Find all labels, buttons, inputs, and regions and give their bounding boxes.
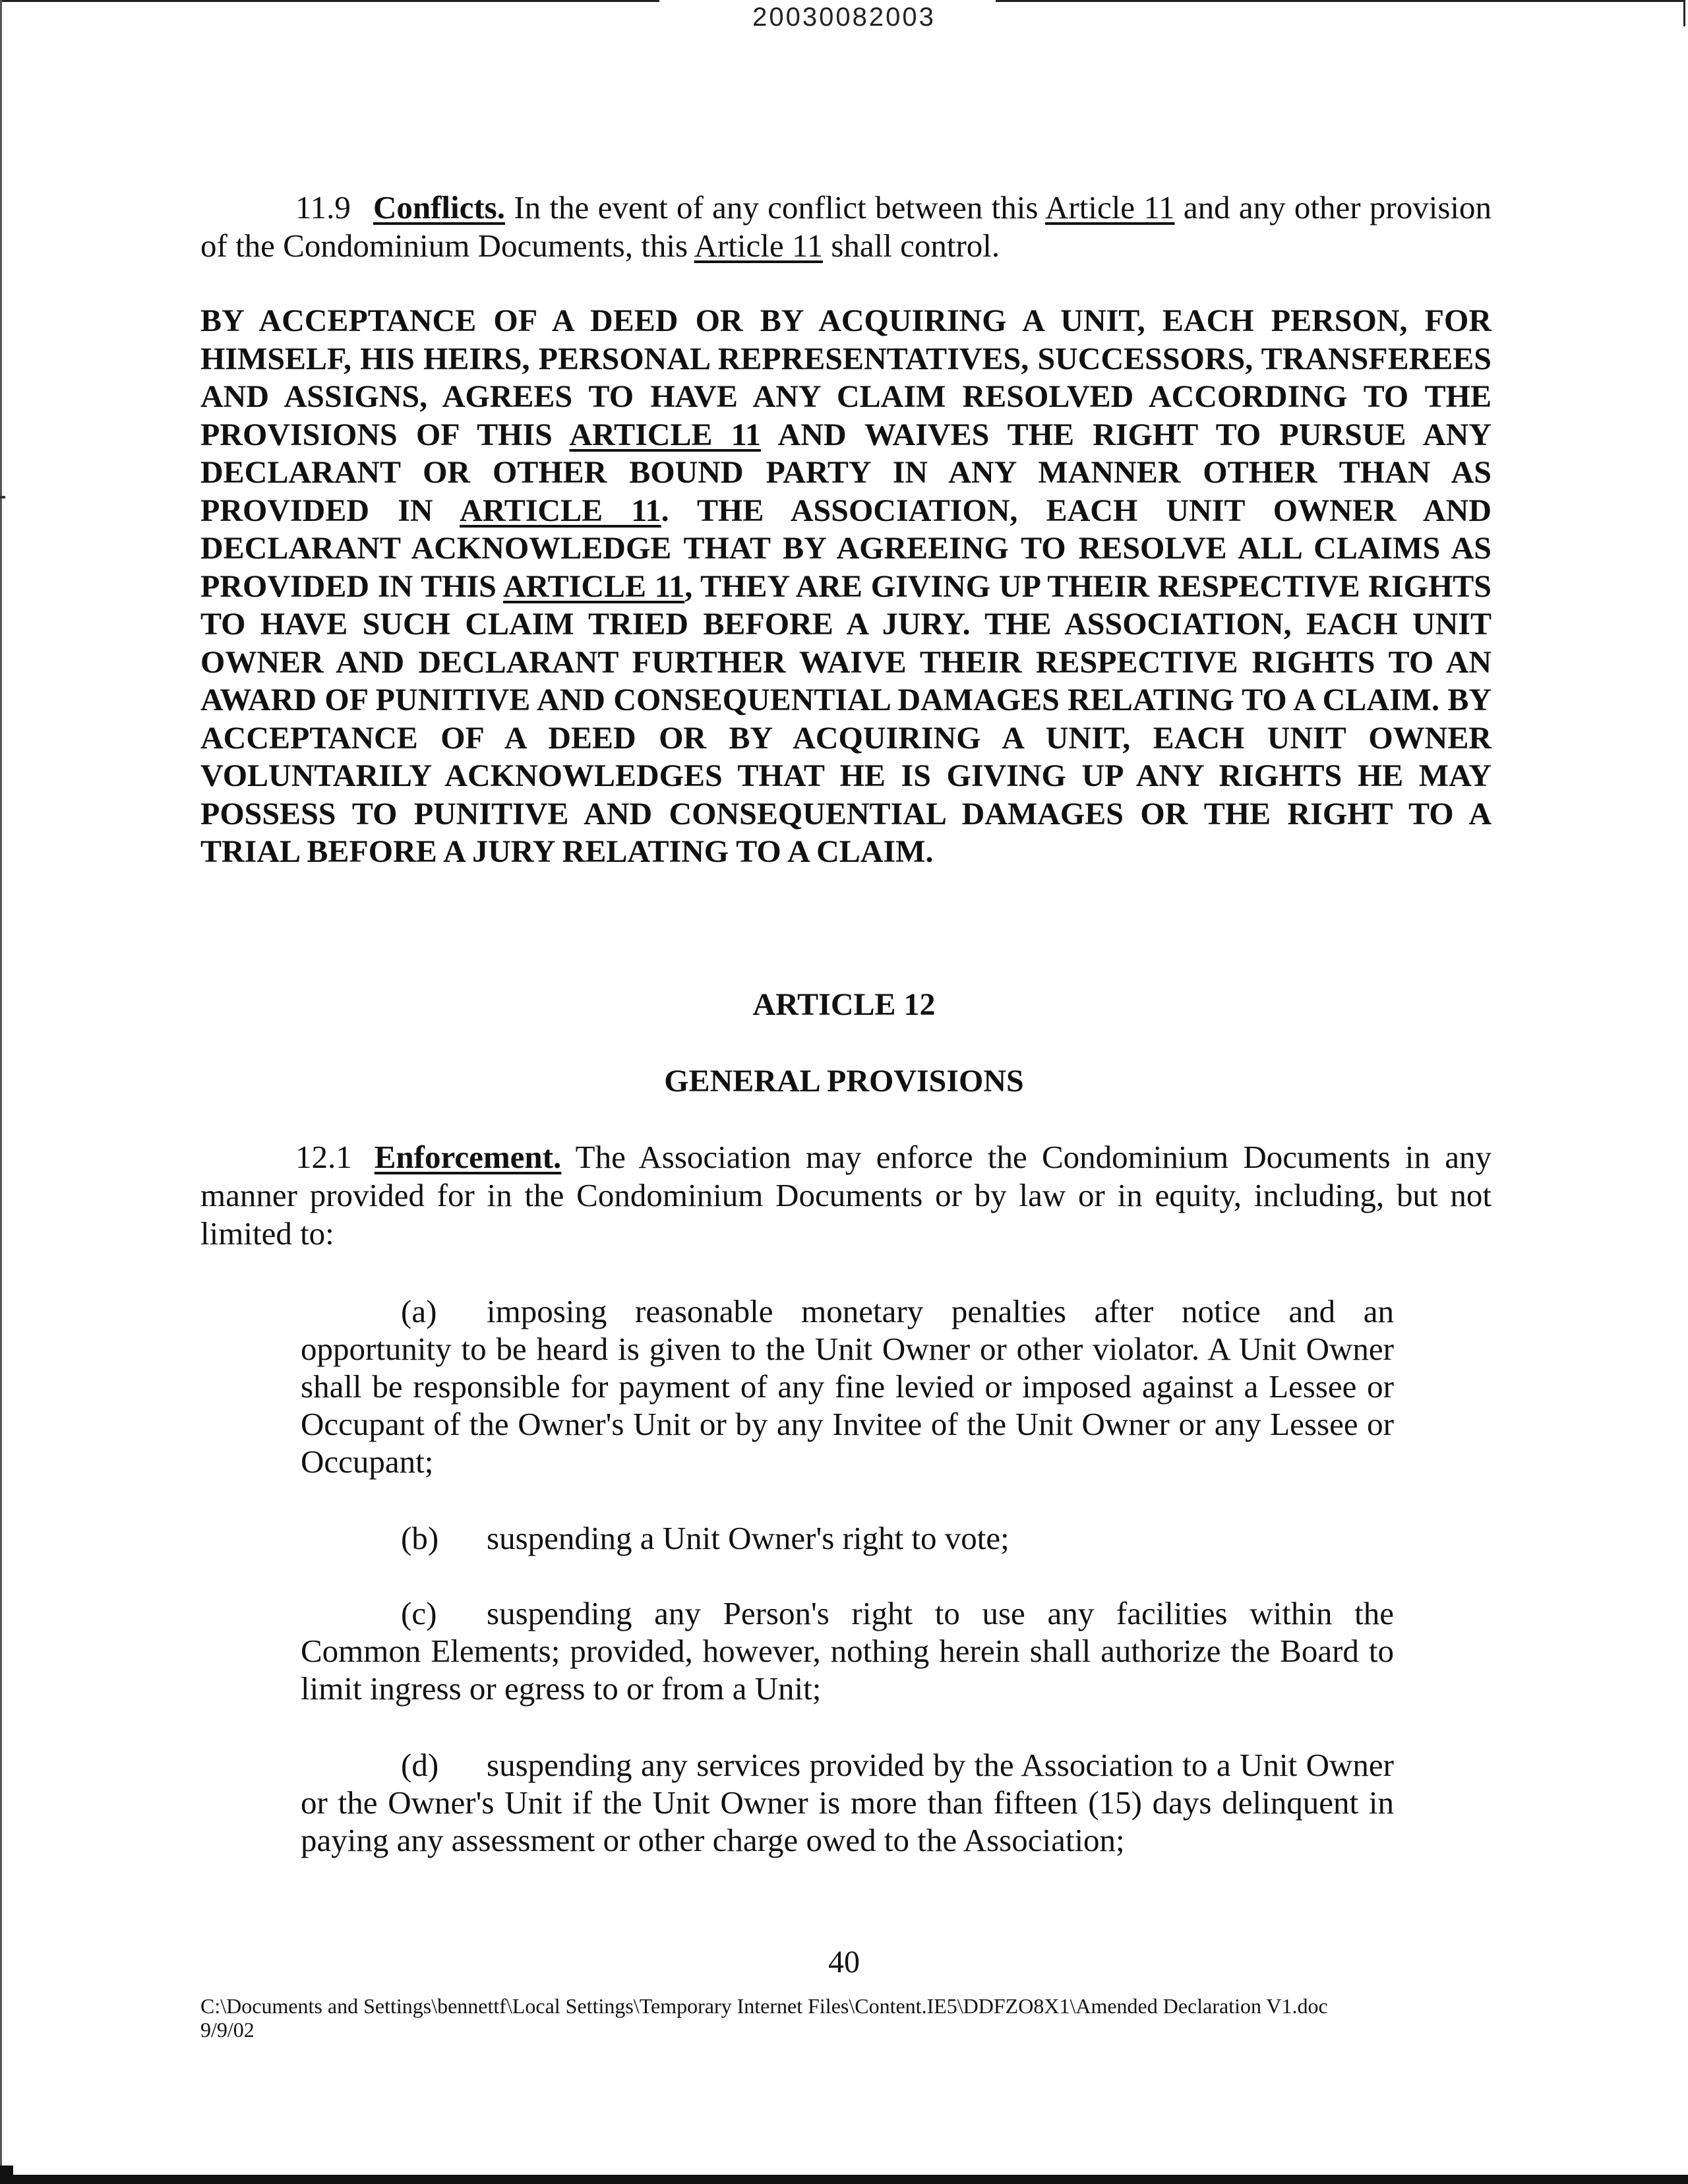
waiver-text: . THE ASSOCIATION, EACH UNIT OWNER AND DECLARANT ACKNOWLEDGE THAT BY AGREEING TO RESOLVE ALL CLAIMS AS PROVIDED IN THIS (200, 493, 1492, 604)
section-number: 12.1 (295, 1139, 352, 1175)
scan-border-corner (0, 2166, 13, 2175)
section-text: In the event of any conflict between this (514, 189, 1039, 226)
list-label: (d) (401, 1747, 439, 1783)
article-reference: ARTICLE 11 (460, 493, 661, 528)
list-text: suspending a Unit Owner's right to vote; (487, 1520, 1010, 1556)
footer-file-path: C:\Documents and Settings\bennettf\Local Settings\Temporary Internet Files\Content.IE5\DDFZO8X1\Amended Declaration V1.doc (200, 1994, 1328, 2018)
list-item-b (301, 1519, 1394, 1557)
list-label: (a) (401, 1293, 437, 1329)
jury-waiver-paragraph (200, 302, 1492, 871)
waiver-text: , THEY ARE GIVING UP THEIR RESPECTIVE RIGHTS TO HAVE SUCH CLAIM TRIED BEFORE A JURY. THE ASSOCIATION, EACH UNIT OWNER AND DECLARANT FURTHER WAIVE THEIR RESPECTIVE RIGHTS TO AN AWARD OF PUNITIVE AND CONSEQUENTIAL DAMAGES RELATING TO A CLAIM. BY ACCEPTANCE OF A DEED OR BY ACQUIRING A UNIT, EACH UNIT OWNER VOLUNTARILY ACKNOWLEDGES THAT HE IS GIVING UP ANY RIGHTS HE MAY POSSESS TO PUNITIVE AND CONSEQUENTIAL DAMAGES OR THE RIGHT TO A TRIAL BEFORE A JURY RELATING TO A CLAIM. (200, 568, 1492, 869)
article-title: GENERAL PROVISIONS (664, 1064, 1024, 1099)
margin-mark (0, 496, 5, 499)
document-id: 20030082003 (752, 3, 936, 32)
scan-border-top-right (996, 0, 1685, 2)
section-11-9 (200, 189, 1492, 265)
section-text: The Association may enforce the Condominium Documents in any manner provided for in the Condominium Documents or by law or in equity, including, but not limited to: (200, 1139, 1492, 1252)
article-reference: ARTICLE 11 (503, 568, 685, 604)
list-item-d (301, 1746, 1394, 1859)
list-item-c (301, 1594, 1394, 1707)
footer-date: 9/9/02 (200, 2018, 255, 2042)
section-text: and any other provision of the Condominium Documents, this (200, 189, 1492, 264)
list-text: suspending any Person's right to use any facilities within the Common Elements; provided, however, nothing herein shall authorize the Board to limit ingress or egress to or from a Unit; (301, 1595, 1394, 1707)
list-text: suspending any services provided by the Association to a Unit Owner or the Owner's Unit if the Unit Owner is more than fifteen (15) days delinquent in paying any assessment or other charge owed to the Association; (301, 1747, 1394, 1858)
waiver-text: BY ACCEPTANCE OF A DEED OR BY ACQUIRING A UNIT, EACH PERSON, FOR HIMSELF, HIS HEIRS, PERSONAL REPRESENTATIVES, SUCCESSORS, TRANSFEREES AND ASSIGNS, AGREES TO HAVE ANY CLAIM RESOLVED ACCORDING TO THE PROVISIONS OF THIS (200, 303, 1492, 452)
scan-border-top (0, 0, 659, 2)
article-number: ARTICLE 12 (752, 987, 936, 1022)
section-number: 11.9 (295, 189, 351, 226)
article-reference: Article 11 (1045, 189, 1175, 226)
list-label: (b) (401, 1520, 439, 1556)
list-item-a (301, 1292, 1394, 1480)
page-number: 40 (828, 1945, 860, 1980)
list-label: (c) (401, 1595, 437, 1631)
section-text: shall control. (831, 228, 1000, 264)
section-12-1 (200, 1138, 1492, 1253)
article-reference: Article 11 (694, 228, 824, 264)
section-heading: Conflicts. (373, 189, 506, 226)
waiver-text: AND WAIVES THE RIGHT TO PURSUE ANY DECLARANT OR OTHER BOUND PARTY IN ANY MANNER OTHER THAN AS PROVIDED IN (200, 417, 1492, 528)
section-heading: Enforcement. (374, 1139, 562, 1175)
article-reference: ARTICLE 11 (569, 417, 762, 452)
list-text: imposing reasonable monetary penalties after notice and an opportunity to be heard is given to the Unit Owner or other violator. A Unit Owner shall be responsible for payment of any fine levied or imposed against a Lessee or Occupant of the Owner's Unit or by any Invitee of the Unit Owner or any Lessee or Occupant; (301, 1293, 1394, 1480)
scan-border-bottom (0, 2175, 1688, 2184)
